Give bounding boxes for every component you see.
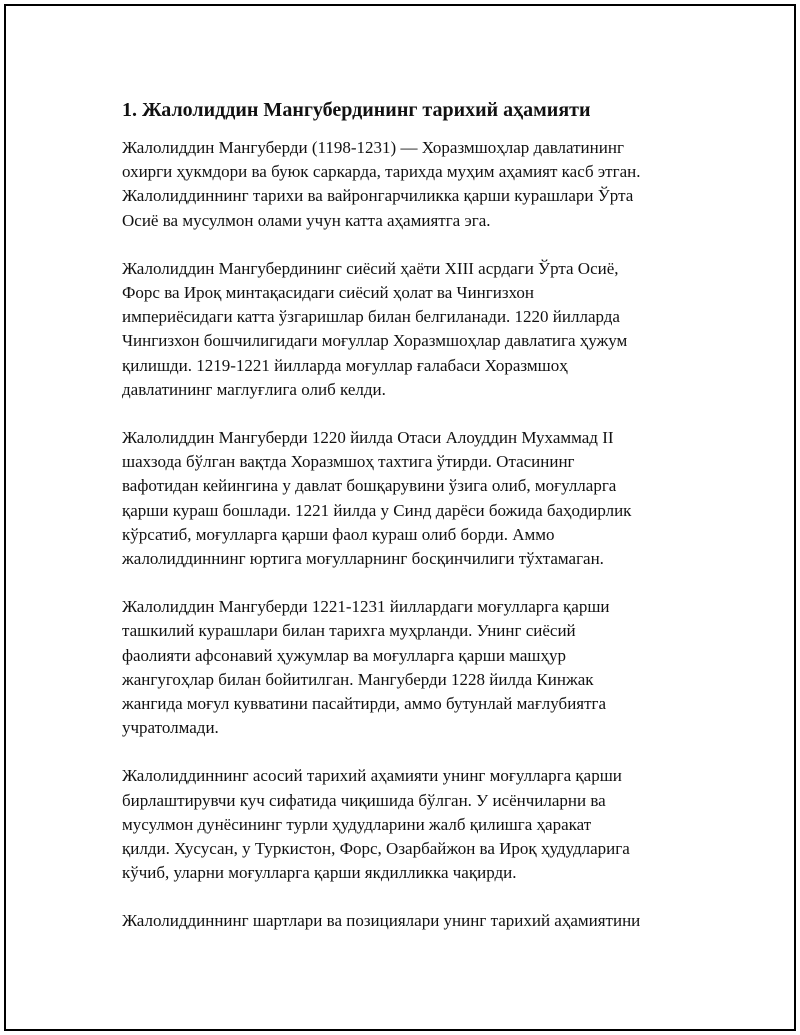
text-line: Жалолиддин Мангуберди 1220 йилда Отаси Алоуддин Мухаммад II [122, 428, 614, 448]
text-line: ташкилий курашлари билан тарихга муҳрланди. Унинг сиёсий [122, 621, 576, 641]
text-line: Форс ва Ироқ минтақасидаги сиёсий ҳолат ва Чингизхон [122, 283, 535, 303]
paragraph [122, 257, 692, 402]
text-line: охирги ҳукмдори ва буюк саркарда, тарихда муҳим аҳамият касб этган. [122, 162, 641, 182]
text-line: жалолиддиннинг юртига моғулларнинг босқинчилиги тўхтамаган. [122, 549, 604, 569]
text-line: Чингизхон бошчилигидаги моғуллар Хоразмшоҳлар давлатига ҳужум [122, 331, 628, 351]
text-line: Жалолиддин Мангуберди (1198-1231) — Хоразмшоҳлар давлатининг [122, 138, 624, 157]
text-line: Жалолиддиннинг тарихи ва вайронгарчиликка қарши курашлари Ўрта [122, 186, 634, 206]
text-line: жангида моғул кувватини пасайтирди, аммо бутунлай мағлубиятга [122, 694, 607, 714]
paragraph [122, 595, 692, 740]
text-line: бирлаштирувчи куч сифатида чиқишида бўлган. У исёнчиларни ва [122, 790, 606, 810]
text-line: учратолмади. [122, 718, 219, 738]
document-body [122, 98, 692, 958]
paragraph [122, 764, 692, 885]
text-line: қилди. Хусусан, у Туркистон, Форс, Озарбайжон ва Ироқ ҳудудларига [122, 839, 630, 859]
text-line: жангугоҳлар билан бойитилган. Мангуберди 1228 йилда Кинжак [122, 669, 594, 689]
text-line: кўчиб, уларни моғулларга қарши якдилликка чақирди. [122, 863, 517, 883]
text-line: кўрсатиб, моғулларга қарши фаол кураш олиб борди. Аммо [122, 524, 555, 544]
text-line: қилишди. 1219-1221 йилларда моғуллар ғалабаси Хоразмшоҳ [122, 355, 568, 375]
text-line: Осиё ва мусулмон олами учун катта аҳамиятга эга. [122, 210, 491, 230]
text-line: Жалолиддиннинг асосий тарихий аҳамияти унинг моғулларга қарши [122, 766, 622, 786]
text-line: давлатининг маглуғлига олиб келди. [122, 379, 386, 399]
paragraph [122, 136, 692, 233]
text-line: Жалолиддин Мангуберди 1221-1231 йиллардаги моғулларга қарши [122, 597, 610, 617]
text-line: Жалолиддиннинг шартлари ва позициялари унинг тарихий аҳамиятини [122, 911, 641, 931]
paragraph [122, 426, 692, 571]
text-line: империёсидаги катта ўзгаришлар билан белгиланади. 1220 йилларда [122, 307, 620, 327]
text-line: вафотидан кейингина у давлат бошқарувини ўзига олиб, моғулларга [122, 476, 617, 496]
text-line: фаолияти афсонавий ҳужумлар ва моғулларга қарши машҳур [122, 645, 566, 665]
section-heading: 1. Жалолиддин Мангубердининг тарихий аҳамияти [122, 99, 591, 121]
document-page [4, 4, 796, 1031]
text-line: Жалолиддин Мангубердининг сиёсий ҳаёти XIII асрдаги Ўрта Осиё, [122, 258, 619, 278]
paragraph [122, 909, 692, 933]
text-line: шахзода бўлган вақтда Хоразмшоҳ тахтига ўтирди. Отасининг [122, 452, 575, 472]
text-line: мусулмон дунёсининг турли ҳудудларини жалб қилишга ҳаракат [122, 814, 592, 834]
text-line: қарши кураш бошлади. 1221 йилда у Синд дарёси божида баҳодирлик [122, 500, 632, 520]
